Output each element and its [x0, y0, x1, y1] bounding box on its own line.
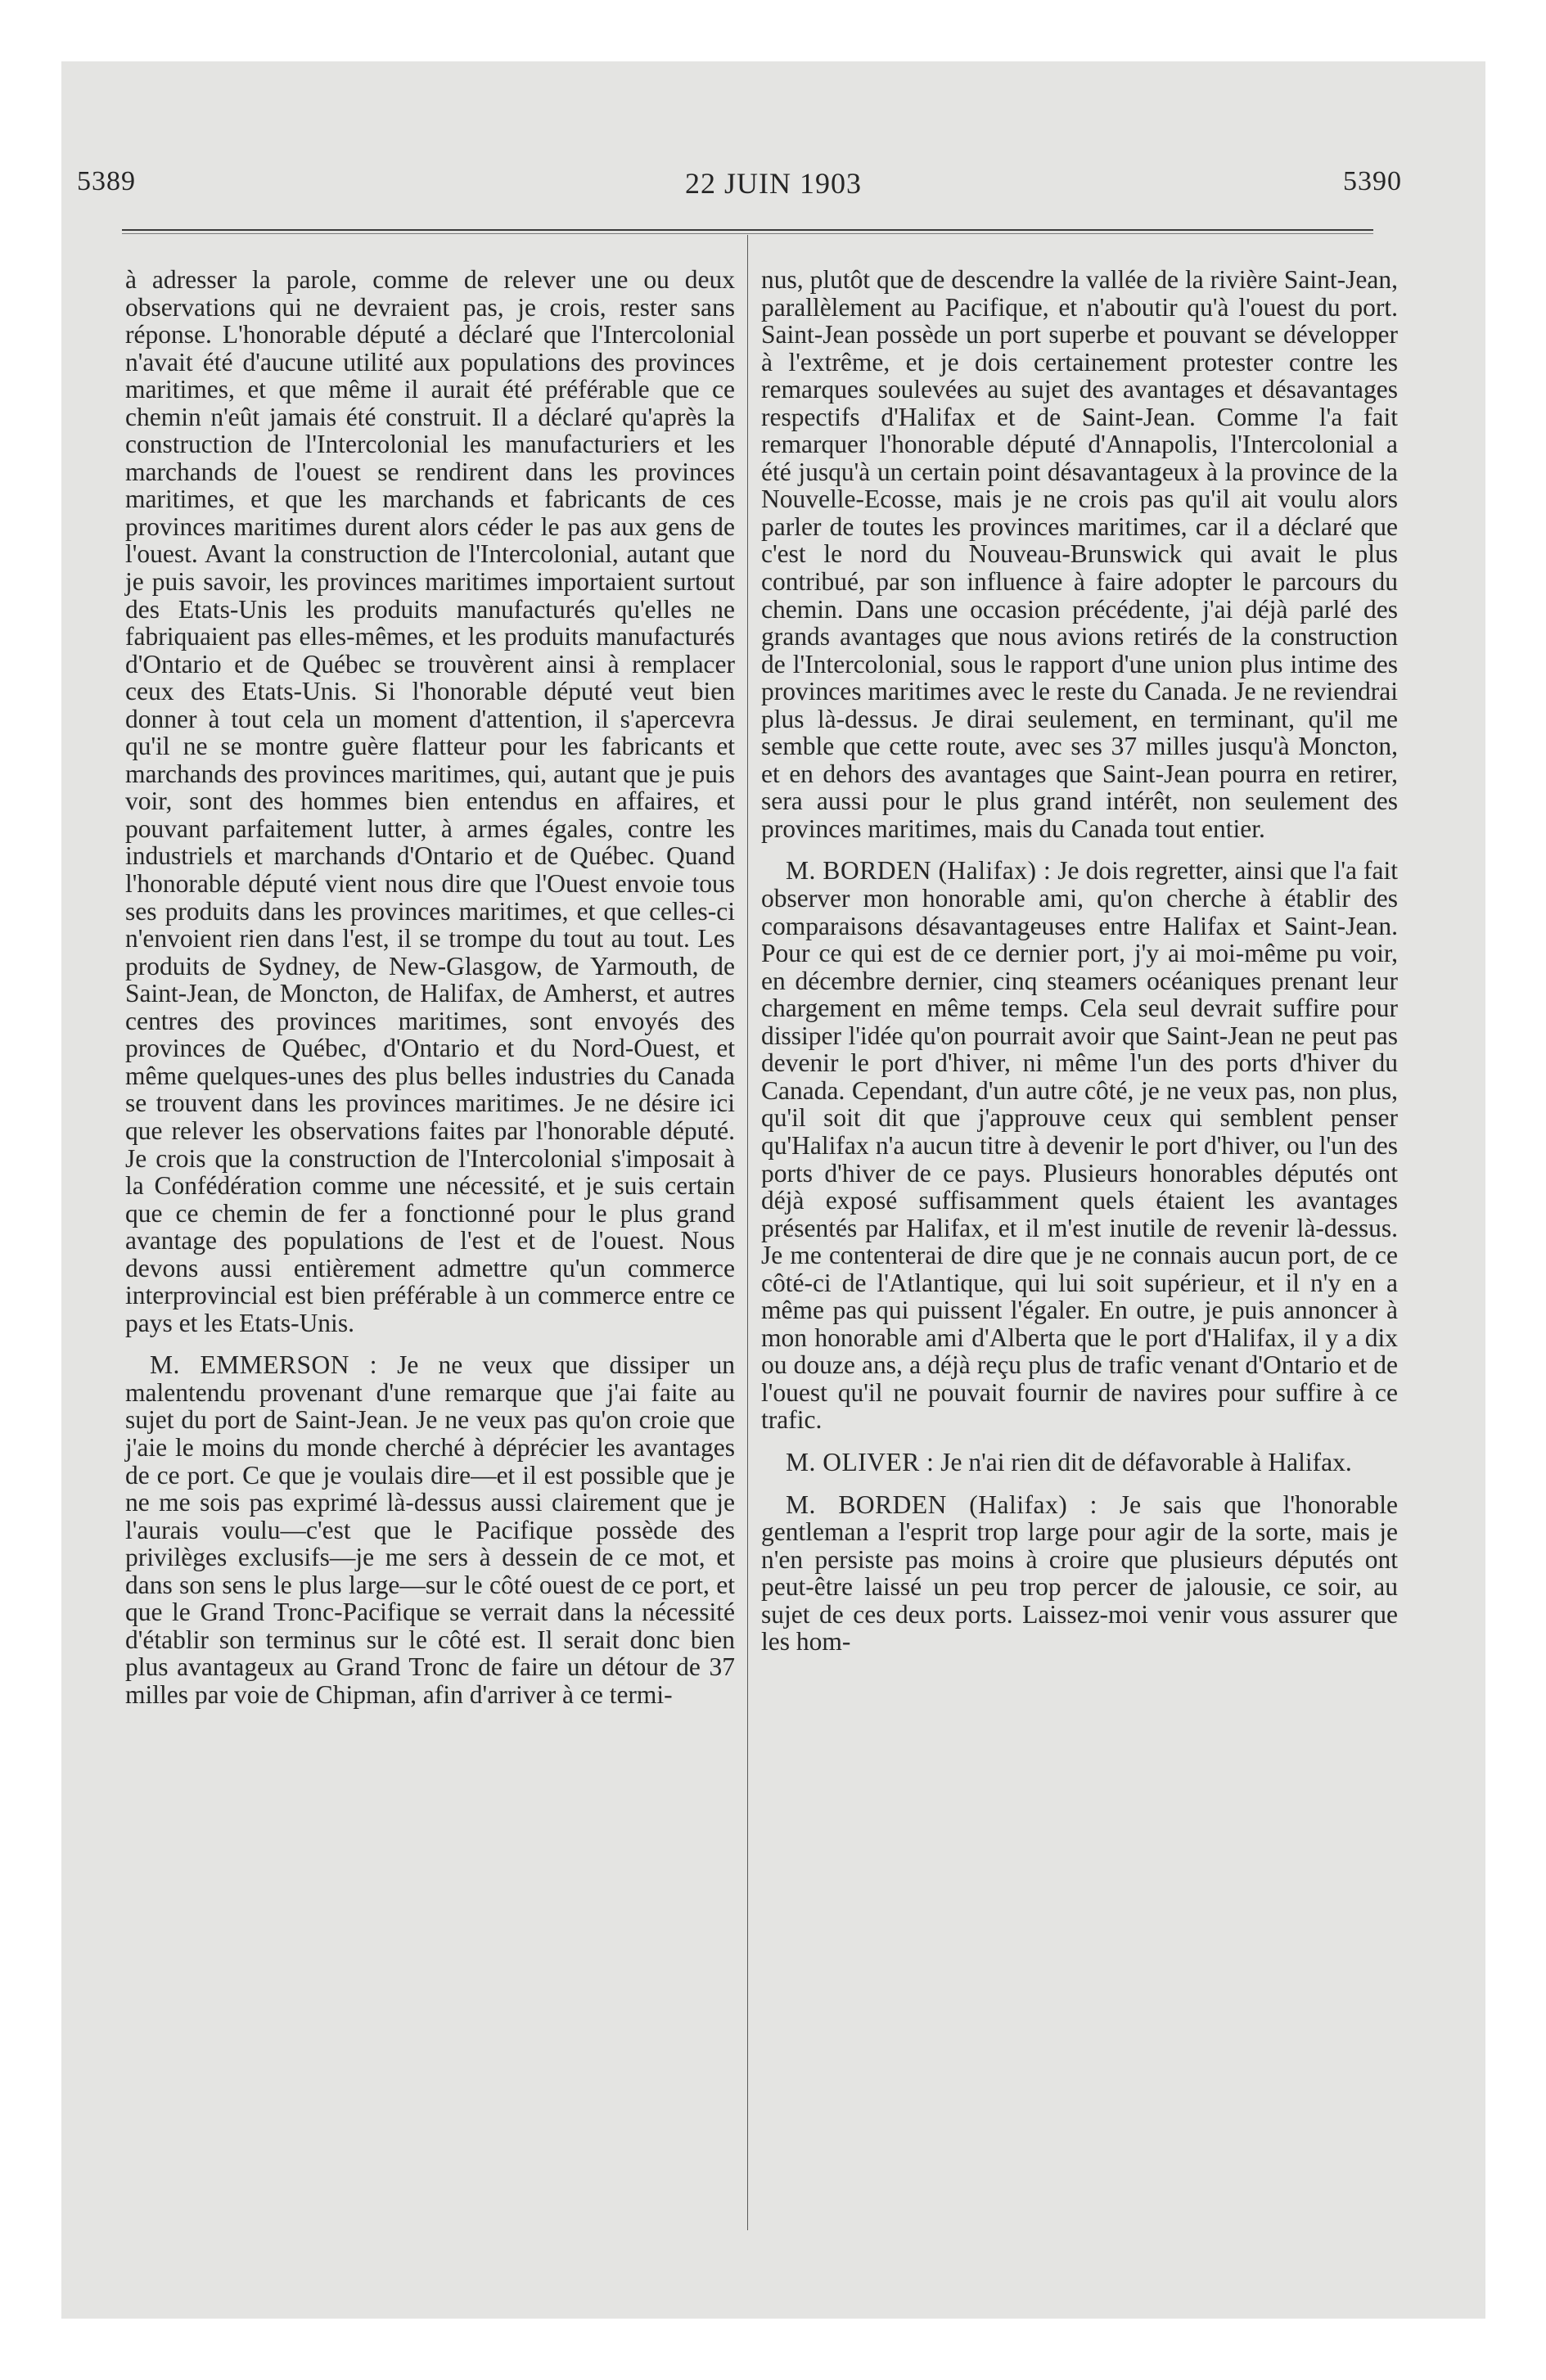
speech-text: Je sais que l'honorable gentleman a l'esprit trop large pour agir de la sorte, mais je n'en persiste pas moins à croire que plusieurs députés ont peut-être laissé un peu trop percer de jalousie, ce soir, au sujet de ces deux ports. Laissez-moi venir vous assurer que les hom- — [761, 1490, 1398, 1657]
speech-text: Je ne veux que dissiper un malentendu provenant d'une remarque que j'ai faite au sujet du port de Saint-Jean. Je ne veux pas qu'on croie que j'aie le moins du monde cherché à déprécier les avantages de ce port. Ce que je voulais dire—et il est possible que je ne me sois pas exprimé là-dessus aussi clairement que je l'aurais voulu—c'est que le Pacifique possède des privilèges exclusifs—je me sers à dessein de ce mot, et dans son sens le plus large—sur le côté ouest de ce port, et que le Grand Tronc-Pacifique se verrait dans la nécessité d'établir son terminus sur le côté est. Il serait donc bien plus avantageux au Grand Tronc de faire un détour de 37 milles par voie de Chipman, afin d'arriver à ce termi- — [125, 1350, 735, 1709]
page-number-left: 5389 — [77, 166, 136, 196]
speech-text: Je n'ai rien dit de défavorable à Halifax. — [934, 1447, 1352, 1476]
page-header — [61, 166, 1485, 205]
speaker-name: M. OLIVER : — [786, 1447, 935, 1476]
left-column — [125, 266, 735, 1708]
speech-borden-2 — [761, 1491, 1398, 1656]
speech-borden-1 — [761, 857, 1398, 1433]
right-column — [761, 266, 1398, 1656]
page-number-right: 5390 — [1343, 166, 1402, 196]
speech-oliver — [761, 1449, 1398, 1476]
left-paragraph-continuation: à adresser la parole, comme de relever une ou deux observations qui ne devraient pas, je crois, rester sans réponse. L'honorable député a déclaré que l'Intercolonial n'avait été d'aucune utilité aux populations des provinces maritimes, et que même il aurait été préférable que ce chemin n'eût jamais été construit. Il a déclaré qu'après la construction de l'Intercolonial les manufacturiers et les marchands de l'ouest se rendirent dans les provinces maritimes, et que les marchands et fabricants de ces provinces maritimes durent alors céder le pas aux gens de l'ouest. Avant la construction de l'Intercolonial, autant que je puis savoir, les provinces maritimes importaient surtout des Etats-Unis les produits manufacturés qu'elles ne fabriquaient pas elles-mêmes, et les produits manufacturés d'Ontario et de Québec se trouvèrent ainsi à remplacer ceux des Etats-Unis. Si l'honorable député veut bien donner à tout cela un moment d'attention, il s'apercevra qu'il ne se montre guère flatteur pour les fabricants et marchands des provinces maritimes, qui, autant que je puis voir, sont des hommes bien entendus en affaires, et pouvant parfaitement lutter, à armes égales, contre les industriels et marchands d'Ontario et de Québec. Quand l'honorable député vient nous dire que l'Ouest envoie tous ses produits dans les provinces maritimes, et que celles-ci n'envoient rien dans l'est, il se trompe du tout au tout. Les produits de Sydney, de New-Glasgow, de Yarmouth, de Saint-Jean, de Moncton, de Halifax, de Amherst, et autres centres des provinces maritimes, sont envoyés des provinces de Québec, d'Ontario et du Nord-Ouest, et même quelques-unes des plus belles industries du Canada se trouvent dans les provinces maritimes. Je ne désire ici que relever les observations faites par l'honorable député. Je crois que la construction de l'Intercolonial s'imposait à la Confédération comme une nécessité, et je suis certain que ce chemin de fer a fonctionné pour le plus grand avantage des populations de l'est et de l'ouest. Nous devons aussi entièrement admettre qu'un commerce interprovincial est bien préférable à un commerce entre ce pays et les Etats-Unis. — [125, 265, 735, 1337]
scanned-page — [61, 61, 1485, 2319]
right-paragraph-continuation: nus, plutôt que de descendre la vallée de la rivière Saint-Jean, parallèlement au Pacifique, et n'aboutir qu'à l'ouest du port. Saint-Jean possède un port superbe et pouvant se développer à l'extrême, et je dois certainement protester contre les remarques soulevées au sujet des avantages et désavantages respectifs d'Halifax et de Saint-Jean. Comme l'a fait remarquer l'honorable député d'Annapolis, l'Intercolonial a été jusqu'à un certain point désavantageux à la province de la Nouvelle-Ecosse, mais je ne crois pas qu'il ait voulu alors parler de toutes les provinces maritimes, car il a déclaré que c'est le nord du Nouveau-Brunswick qui avait le plus contribué, par son influence à faire adopter le parcours du chemin. Dans une occasion précédente, j'ai déjà parlé des grands avantages que nous avions retirés de la construction de l'Intercolonial, sous le rapport d'une union plus intime des provinces maritimes avec le reste du Canada. Je ne reviendrai plus là-dessus. Je dirai seulement, en terminant, qu'il me semble que cette route, avec ses 37 milles jusqu'à Moncton, et en dehors des avantages que Saint-Jean pourra en retirer, sera aussi pour le plus grand intérêt, non seulement des provinces maritimes, mais du Canada tout entier. — [761, 265, 1398, 843]
header-rule — [122, 229, 1373, 234]
speaker-name: M. EMMERSON : — [150, 1350, 377, 1380]
speaker-name: M. BORDEN (Halifax) : — [786, 856, 1052, 886]
page-date: 22 JUIN 1903 — [685, 167, 862, 200]
column-divider — [747, 235, 748, 2230]
speaker-name: M. BORDEN (Halifax) : — [786, 1490, 1098, 1519]
speech-emmerson — [125, 1351, 735, 1708]
speech-text: Je dois regretter, ainsi que l'a fait observer mon honorable ami, qu'on cherche à établir des comparaisons désavantageuses entre Halifax et Saint-Jean. Pour ce qui est de ce dernier port, j'y ai moi-même pu voir, en décembre dernier, cinq steamers océaniques prenant leur chargement en même temps. Cela seul devrait suffire pour dissiper l'idée qu'on pourrait avoir que Saint-Jean ne peut pas devenir le port d'hiver, ni même l'un des ports d'hiver du Canada. Cependant, d'un autre côté, je ne veux pas, non plus, qu'il soit dit que j'approuve ceux qui semblent penser qu'Halifax n'a aucun titre à devenir le port d'hiver, ou l'un des ports d'hiver de ce pays. Plusieurs honorables députés ont déjà exposé suffisamment quels étaient les avantages présentés par Halifax, et il m'est inutile de revenir là-dessus. Je me contenterai de dire que je ne connais aucun port, de ce côté-ci de l'Atlantique, qui lui soit supérieur, et il n'y en a même pas qui puissent l'égaler. En outre, je puis annoncer à mon honorable ami d'Alberta que le port d'Halifax, il y a dix ou douze ans, a déjà reçu plus de trafic venant d'Ontario et de l'ouest qu'il ne pouvait fournir de navires pour suffire à ce trafic. — [761, 856, 1399, 1435]
